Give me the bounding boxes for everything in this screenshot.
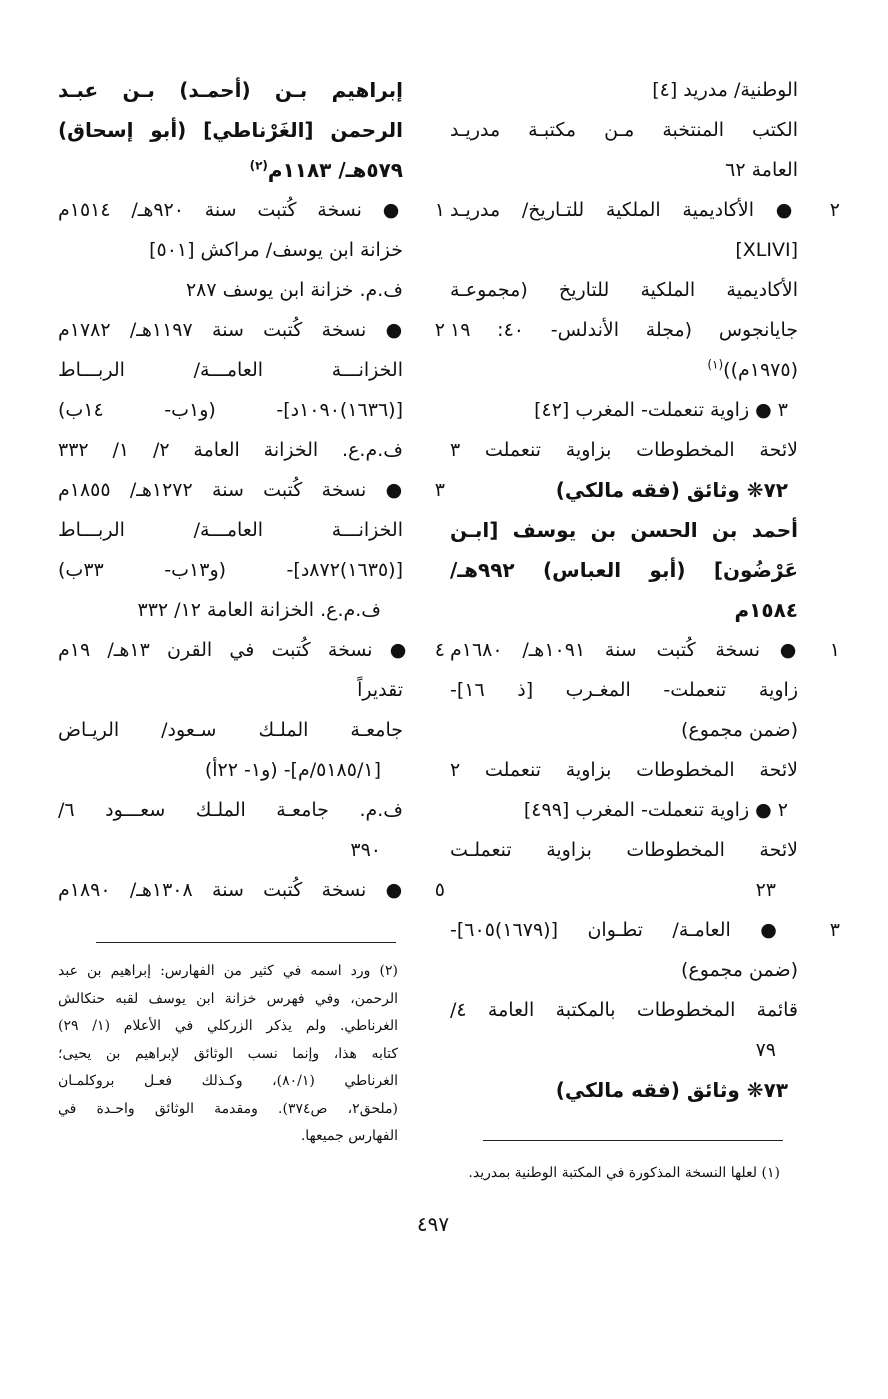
text-span: ٥٧٩هـ/ ١١٨٣م xyxy=(267,158,403,182)
author-line: أحمد بن الحسن بن يوسف [ابـن xyxy=(450,518,798,542)
section-heading: ٧٢❋ وثائق (فقه مالكي) xyxy=(555,478,788,502)
text-line: جامعـة الملـك سـعود/ الريـاض xyxy=(58,719,403,741)
text-line: [(١٦٣٦)١٠٩٠د]- (و١ب- ١٤ب) xyxy=(58,399,403,421)
text-line: ف.م. جامعـة الملـك سعـــود ٦/ xyxy=(58,799,403,821)
list-item: ٣ ● زاوية تنعملت- المغرب [٤٢] xyxy=(534,399,788,421)
footnote-divider xyxy=(96,942,396,943)
list-item: ١ ● نسخة كُتبت سنة ٩٢٠هـ/ ١٥١٤م xyxy=(58,199,445,221)
text-line: ف.م. خزانة ابن يوسف ٢٨٧ xyxy=(185,279,403,301)
text-line: ف.م.ع. الخزانة العامة ١٢/ ٣٣٢ xyxy=(137,599,381,621)
text-line: (ضمن مجموع) xyxy=(680,719,798,741)
text-span: (١٩٧٥م)) xyxy=(723,359,798,381)
section-heading: ٧٣❋ وثائق (فقه مالكي) xyxy=(555,1078,788,1102)
text-line: الأكاديمية الملكية للتاريخ (مجموعـة xyxy=(450,279,798,301)
footnote-line: كتابه هذا، وإنما نسب الوثائق لإبراهيم بن يحيى؛ xyxy=(58,1045,398,1062)
text-line: الخزانـــة العامـــة/ الربـــاط xyxy=(58,519,403,541)
list-item: ١ ● نسخة كُتبت سنة ١٠٩١هـ/ ١٦٨٠م xyxy=(450,639,840,661)
text-line: لائحة المخطوطات بزاوية تنعملت ٢ xyxy=(450,759,798,781)
author-line: ١٥٨٤م xyxy=(734,598,798,622)
text-line: تقديراً xyxy=(357,679,403,701)
text-line xyxy=(450,350,798,390)
footnote-line: الغرناطي (٨٠/١)، وكـذلك فعـل بروكلمـان xyxy=(58,1073,398,1089)
list-item: ٢ ● زاوية تنعملت- المغرب [٤٩٩] xyxy=(523,799,788,821)
list-item: ٣ ● العامـة/ تطـوان [(١٦٧٩)٦٠٥]- xyxy=(450,919,840,941)
footnote-line: (٢) ورد اسمه في كثير من الفهارس: إبراهيم بن عبد xyxy=(58,963,398,979)
author-line: إبراهيم بـن (أحمـد) بـن عبـد xyxy=(58,78,403,102)
text-line: زاوية تنعملت- المغـرب [ذ ١٦]- xyxy=(450,679,798,701)
footnote-line: الفهارس جميعها. xyxy=(300,1128,398,1144)
page-number: ٤٩٧ xyxy=(416,1212,450,1236)
text-line: لائحة المخطوطات بزاوية تنعملـت xyxy=(450,839,798,861)
text-line: ٢٣ xyxy=(755,879,776,901)
right-column xyxy=(450,70,840,1110)
text-line: الكتب المنتخبة مـن مكتبـة مدريـد xyxy=(450,119,798,141)
author-line xyxy=(58,150,403,190)
list-item: ٢ ● نسخة كُتبت سنة ١١٩٧هـ/ ١٧٨٢م xyxy=(58,319,445,341)
text-line: قائمة المخطوطات بالمكتبة العامة ٤/ xyxy=(450,999,798,1021)
footnote-left xyxy=(58,958,398,1151)
footnote-right: (١) لعلها النسخة المذكورة في المكتبة الوطنية بمدريد. xyxy=(468,1165,780,1181)
list-item: ٣ ● نسخة كُتبت سنة ١٢٧٢هـ/ ١٨٥٥م xyxy=(58,479,445,501)
list-item: ٤ ● نسخة كُتبت في القرن ١٣هـ/ ١٩م xyxy=(58,639,445,661)
footnote-divider xyxy=(483,1140,783,1141)
text-line: [(١٦٣٥)٨٧٢د]- (و١٣ب- ٣٣ب) xyxy=(58,559,403,581)
footnote-ref: (١) xyxy=(707,357,724,372)
footnote-line: (ملحق٢، ص٣٧٤). ومقدمة الوثائق واحـدة في xyxy=(58,1100,398,1117)
text-line: [٥١٨٥/١/م]- (و١- ٢٢أ) xyxy=(204,759,381,781)
list-item: ٢ ● الأكاديمية الملكية للتـاريخ/ مدريـد xyxy=(450,199,840,221)
footnote-ref: (٢) xyxy=(249,158,268,173)
left-column xyxy=(58,70,445,910)
text-line: لائحة المخطوطات بزاوية تنعملت ٣ xyxy=(450,439,798,461)
footnote-line: الغرناطي. ولم يذكر الزركلي في الأعلام (١/ ٢٩) xyxy=(58,1018,398,1034)
text-line: العامة ٦٢ xyxy=(725,159,798,181)
text-line: (ضمن مجموع) xyxy=(680,959,798,981)
text-line: خزانة ابن يوسف/ مراكش [٥٠١] xyxy=(149,239,403,261)
text-line: الوطنية/ مدريد [٤] xyxy=(652,79,798,101)
text-line: ٣٩٠ xyxy=(350,839,381,861)
text-line: [XLIVI] xyxy=(735,239,798,261)
text-line: ٧٩ xyxy=(755,1039,776,1061)
author-line: الرحمن [الغَرْناطي] (أبو إسحاق) xyxy=(58,118,403,142)
text-line: الخزانـــة العامـــة/ الربـــاط xyxy=(58,359,403,381)
list-item: ٥ ● نسخة كُتبت سنة ١٣٠٨هـ/ ١٨٩٠م xyxy=(58,879,445,901)
text-line: ف.م.ع. الخزانة العامة ٢/ ١/ ٣٣٢ xyxy=(58,439,403,461)
text-line: جايانجوس (مجلة الأندلس- ٤٠: ١٩ xyxy=(450,319,798,341)
author-line: عَرْضُون] (أبو العباس) ٩٩٢هـ/ xyxy=(450,558,798,582)
footnote-line: الرحمن، وفي فهرس خزانة ابن يوسف لقبه حنكالش xyxy=(58,990,398,1007)
